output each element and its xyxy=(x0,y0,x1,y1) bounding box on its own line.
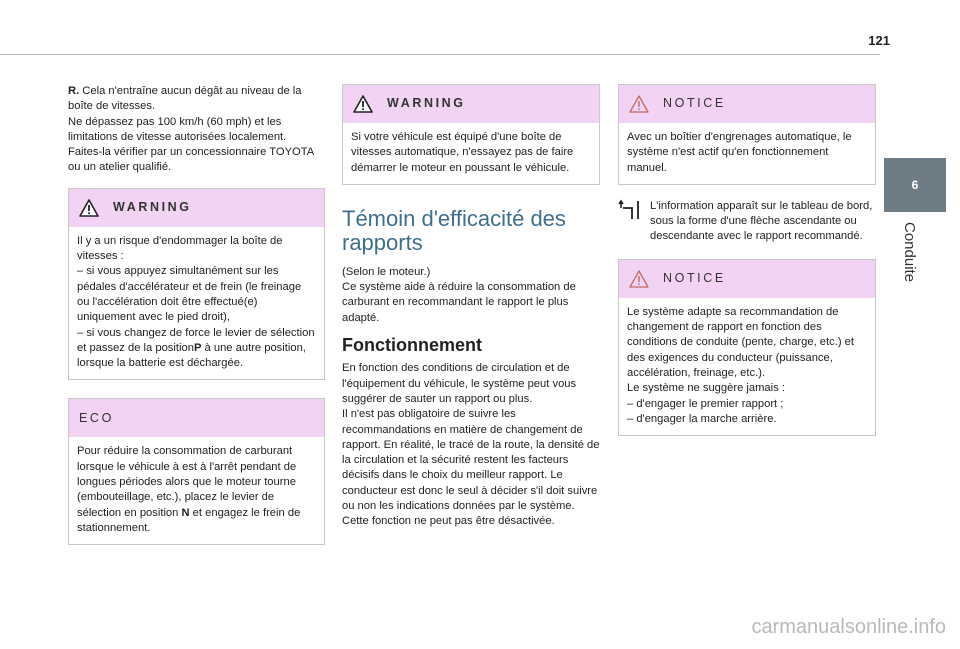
warning-body xyxy=(69,227,324,380)
intro-text: Cela n'entraîne aucun dégât au niveau de la boîte de vitesses. xyxy=(68,85,302,113)
warning-header xyxy=(343,85,599,123)
intro-line: Faites-la vérifier par un concessionnaire TOYOTA ou un atelier qualifié. xyxy=(68,146,314,174)
notice-text: Le système ne suggère jamais : xyxy=(627,382,785,395)
gear-p-label: P xyxy=(193,341,202,354)
page-number: 121 xyxy=(868,33,890,48)
notice-header xyxy=(619,85,875,123)
column-right xyxy=(618,84,876,436)
notice-box xyxy=(618,84,876,185)
eco-text-part: et engagez le frein de stationnement. xyxy=(77,506,301,534)
notice-box xyxy=(618,259,876,436)
eco-title: ECO xyxy=(79,410,114,425)
warning-text-part: – si vous changez de force le levier de sélection et passez de la position xyxy=(77,326,315,354)
warning-body xyxy=(343,123,599,184)
warning-triangle-icon xyxy=(79,199,99,217)
warning-text: Si votre véhicule est équipé d'une boîte de vitesses automatique, n'essayez pas de faire démarrer le moteur en poussant le véhicule. xyxy=(351,131,574,174)
section-intro: Ce système aide à réduire la consommation de carburant en recommandant le rapport le plus adapté. xyxy=(342,281,576,324)
notice-title: NOTICE xyxy=(663,96,726,111)
gear-shift-arrow-icon xyxy=(618,199,644,221)
subsection-title: Fonctionnement xyxy=(342,335,482,356)
eco-body xyxy=(69,437,324,544)
gear-r-label: R. xyxy=(68,85,80,97)
notice-body xyxy=(619,123,875,184)
warning-box xyxy=(342,84,600,185)
watermark: carmanualsonline.info xyxy=(751,616,946,638)
section-title: Témoin d'efficacité des rapports xyxy=(342,205,566,255)
gear-n-label: N xyxy=(181,506,190,519)
notice-text: Le système adapte sa recommandation de changement de rapport en fonction des conditions de conduite (pente, charge, etc.) et des exigences du conducteur (puissance, accélération, freinage, etc.). xyxy=(627,305,855,379)
notice-title: NOTICE xyxy=(663,271,726,286)
gear-indicator-row xyxy=(618,199,876,245)
notice-triangle-icon xyxy=(629,270,649,288)
body-paragraph: Il n'est pas obligatoire de suivre les recommandations en matière de changement de rapport. En réalité, le tracé de la route, la densité de la circulation et la sécurité restent les facteurs décisifs dans le choix du meilleur rapport. Le conducteur est donc le seul à décider s'il doit suivre ou non les indications données par le système. xyxy=(342,408,600,513)
notice-body xyxy=(619,298,875,435)
notice-triangle-icon xyxy=(629,95,649,113)
warning-box xyxy=(68,188,325,381)
column-left xyxy=(68,84,325,545)
eco-text xyxy=(77,444,316,536)
warning-text: – si vous appuyez simultanément sur les pédales d'accélérateur et de frein (le freinage ou l'accélération doit être effectué(e) uniquement avec le pied droit), xyxy=(77,265,302,324)
notice-text: – d'engager le premier rapport ; xyxy=(627,397,784,410)
notice-header xyxy=(619,260,875,298)
warning-triangle-icon xyxy=(353,95,373,113)
warning-text-part: à une autre position, lorsque la batterie est déchargée. xyxy=(77,341,306,370)
warning-text: Il y a un risque d'endommager la boîte de vitesses : xyxy=(77,234,283,263)
chapter-tab[interactable] xyxy=(884,158,946,212)
column-middle xyxy=(342,84,600,530)
warning-title: WARNING xyxy=(387,96,466,111)
chapter-label: Conduite xyxy=(901,222,918,283)
eco-box xyxy=(68,398,325,545)
section-intro: (Selon le moteur.) xyxy=(342,265,431,278)
gear-indicator-text: L'information apparaît sur le tableau de bord, sous la forme d'une flèche ascendante ou descendante avec le rapport recommandé. xyxy=(650,199,873,243)
warning-header xyxy=(69,189,324,227)
intro-line: Ne dépassez pas 100 km/h (60 mph) et les limitations de vitesse autorisées localement. xyxy=(68,115,287,143)
warning-title: WARNING xyxy=(113,200,192,215)
chapter-tab-number: 6 xyxy=(911,178,919,192)
notice-text: Avec un boîtier d'engrenages automatique, le système n'est actif qu'en fonctionnement manuel. xyxy=(627,131,852,174)
intro-paragraph xyxy=(68,84,325,115)
header-divider xyxy=(0,54,880,55)
body-paragraph: En fonction des conditions de circulation et de l'équipement du véhicule, le système peut vous suggérer de sauter un rapport ou plus. xyxy=(342,362,577,405)
eco-text-part: Pour réduire la consommation de carburant lorsque le véhicule à est à l'arrêt pendant de longues périodes alors que le moteur tourne (embouteillage, etc.), placez le levier de sélection en position xyxy=(77,445,297,519)
notice-text: – d'engager la marche arrière. xyxy=(627,412,777,425)
warning-text xyxy=(77,326,316,372)
eco-header xyxy=(69,399,324,437)
body-paragraph: Cette fonction ne peut pas être désactivée. xyxy=(342,515,555,528)
